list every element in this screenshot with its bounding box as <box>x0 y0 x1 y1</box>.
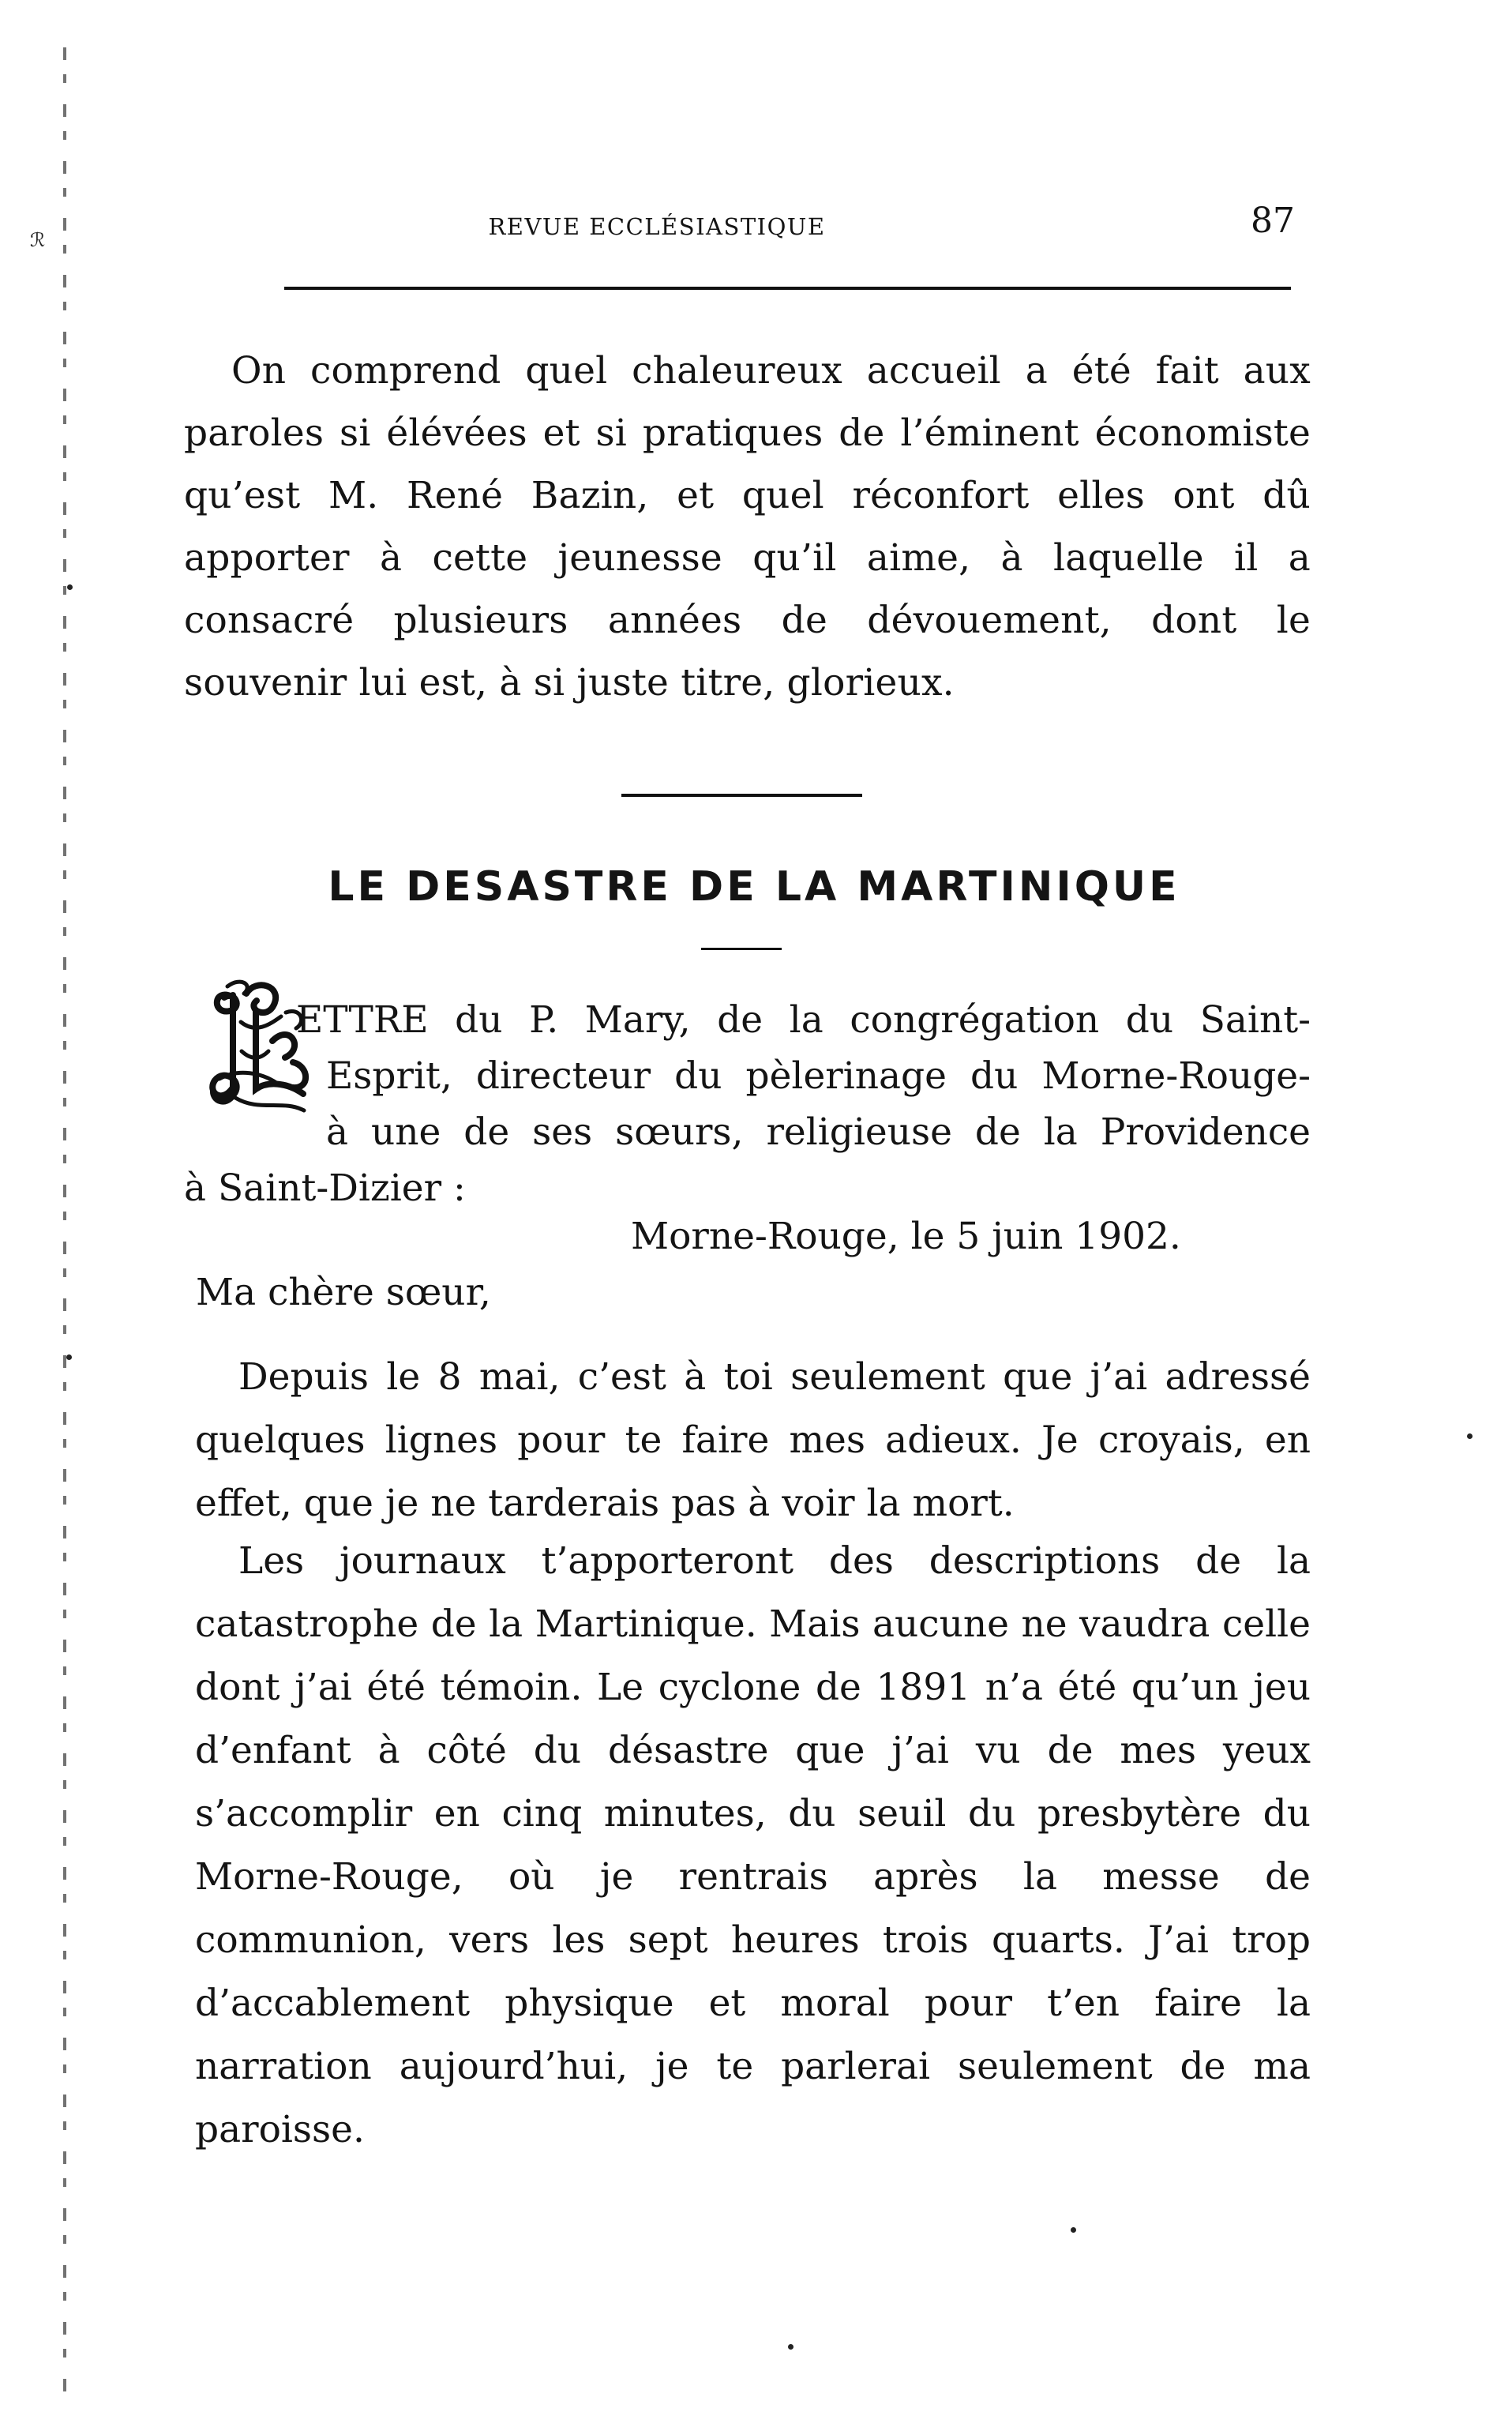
letter-introduction-line: à une de ses sœurs, religieuse de la Providence <box>326 1110 1311 1154</box>
letter-paragraph: Les journaux t’apporteront des descriptions de la catastrophe de la Martinique. Mais aucune ne vaudra celle dont j’ai été témoin. Le cyclone de 1891 n’a été qu’un jeu d’enfant à côté du désastre que j’ai vu de mes yeux s’accomplir en cinq minutes, du seuil du presbytère du Morne-Rouge, où je rentrais après la messe de communion, vers les sept heures trois quarts. J’ai trop d’accablement physique et moral pour t’en faire la narration aujourd’hui, je te parlerai seulement de ma paroisse. <box>195 1539 1311 2151</box>
page-speck <box>1071 2227 1076 2233</box>
letter-salutation: Ma chère sœur, <box>196 1271 491 1314</box>
intro-paragraph: On comprend quel chaleureux accueil a été fait aux paroles si élévées et si pratiques de l’éminent économiste qu’est M. René Bazin, et quel réconfort elles ont dû apporter à cette jeunesse qu’il aime, à laquelle il a consacré plusieurs années de dévouement, dont le souvenir lui est, à si juste titre, glorieux. <box>184 349 1311 704</box>
scanned-margin-line <box>63 47 66 2401</box>
page-speck <box>1467 1433 1473 1439</box>
letter-introduction-line: Esprit, directeur du pèlerinage du Morne-Rouge- <box>326 1054 1311 1098</box>
page-number: 87 <box>1251 201 1295 241</box>
heading-short-rule <box>701 948 782 950</box>
section-separator-rule <box>621 794 862 797</box>
page-speck <box>66 1354 72 1360</box>
letter-introduction-line: à Saint-Dizier : <box>184 1167 466 1210</box>
page-speck <box>788 2344 794 2350</box>
letter-dateline: Morne-Rouge, le 5 juin 1902. <box>631 1215 1181 1258</box>
page-speck <box>67 584 73 590</box>
running-title: REVUE ECCLÉSIASTIQUE <box>488 213 826 240</box>
header-rule <box>284 287 1291 290</box>
letter-paragraph: Depuis le 8 mai, c’est à toi seulement que j’ai adressé quelques lignes pour te faire mes adieux. Je croyais, en effet, que je ne tarderais pas à voir la mort. <box>195 1355 1311 1525</box>
letter-introduction <box>184 992 1311 1216</box>
scan-artifact-mark: ℛ <box>30 229 46 251</box>
article-heading: LE DESASTRE DE LA MARTINIQUE <box>328 863 1180 911</box>
letter-introduction-line: ETTRE du P. Mary, de la congrégation du Saint- <box>296 998 1311 1042</box>
